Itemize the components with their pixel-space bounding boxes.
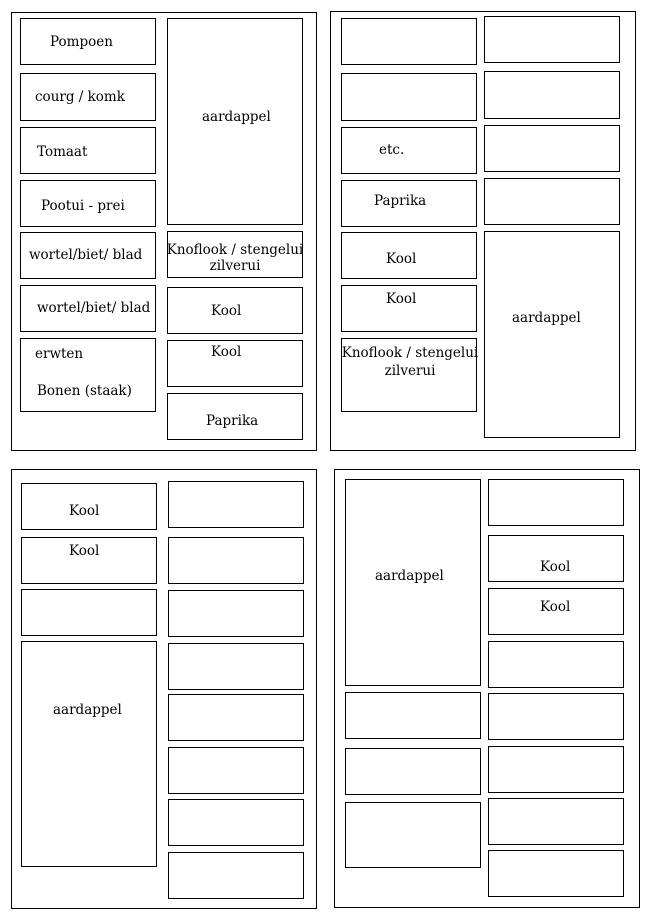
bed-p4-l1 [345,479,481,686]
bed-label: Bonen (staak) [37,383,132,399]
bed-p2-l3 [341,127,477,174]
bed-p2-l1 [341,18,477,65]
bed-label: Tomaat [37,144,88,160]
bed-p2-l5 [341,232,477,279]
bed-p3-r8 [168,852,304,899]
bed-label: Pompoen [50,34,113,50]
bed-p1-l6 [20,285,156,332]
bed-p4-l3 [345,748,481,795]
bed-p4-r5 [488,693,624,740]
bed-label: Kool [69,503,100,519]
bed-p1-l4 [20,180,156,227]
bed-p4-r1 [488,479,624,526]
bed-p3-r4 [168,643,304,690]
bed-p3-r1 [168,481,304,528]
bed-label: Knoflook / stengelui [341,345,479,361]
bed-p1-r2 [167,231,303,278]
bed-p1-r3 [167,287,303,334]
bed-p2-r2 [484,71,620,119]
bed-p4-l4 [345,802,481,868]
bed-p3-r6 [168,747,304,794]
bed-p1-l7 [20,338,156,412]
bed-label: erwten [35,346,84,362]
bed-label: wortel/biet/ blad [37,300,151,316]
bed-p4-r3 [488,588,624,635]
bed-p1-r5 [167,393,303,440]
bed-label: aardappel [53,702,122,718]
bed-p3-l4 [21,641,157,867]
bed-p3-r5 [168,694,304,741]
bed-label: Kool [211,344,242,360]
bed-label: courg / komk [35,89,125,105]
bed-p2-l6 [341,285,477,332]
bed-label: Kool [386,291,417,307]
bed-label: wortel/biet/ blad [29,247,143,263]
bed-label: aardappel [202,109,271,125]
bed-label: Kool [69,543,100,559]
bed-p1-l2 [20,73,156,121]
bed-p4-r6 [488,746,624,793]
bed-p2-r5 [484,231,620,438]
bed-label: aardappel [375,568,444,584]
bed-label: zilverui [384,363,436,379]
bed-p4-r8 [488,850,624,897]
bed-p3-r7 [168,799,304,846]
bed-p3-r3 [168,590,304,637]
bed-p4-r2 [488,535,624,582]
bed-p1-l5 [20,232,156,279]
bed-label: Paprika [374,193,427,209]
bed-p2-l2 [341,73,477,121]
bed-p1-r1 [167,18,303,225]
bed-p4-l2 [345,692,481,739]
bed-label: Kool [386,251,417,267]
bed-p1-l1 [20,18,156,65]
bed-p4-r7 [488,798,624,845]
bed-p3-l2 [21,537,157,584]
bed-label: Kool [540,559,571,575]
bed-p3-r2 [168,537,304,584]
bed-label: Pootui - prei [41,198,125,214]
bed-p2-l7 [341,338,477,412]
bed-label: Kool [540,599,571,615]
bed-p3-l3 [21,589,157,636]
bed-p2-r3 [484,125,620,172]
bed-p4-r4 [488,641,624,688]
bed-label: zilverui [209,258,261,274]
bed-p1-r4 [167,340,303,387]
bed-p2-r1 [484,16,620,63]
bed-label: aardappel [512,310,581,326]
bed-label: Paprika [206,413,259,429]
bed-p2-l4 [341,180,477,227]
bed-label: Knoflook / stengelui [166,242,304,258]
bed-label: Kool [211,303,242,319]
bed-p3-l1 [21,483,157,530]
bed-p2-r4 [484,178,620,225]
bed-p1-l3 [20,127,156,174]
bed-label: etc. [379,142,405,158]
